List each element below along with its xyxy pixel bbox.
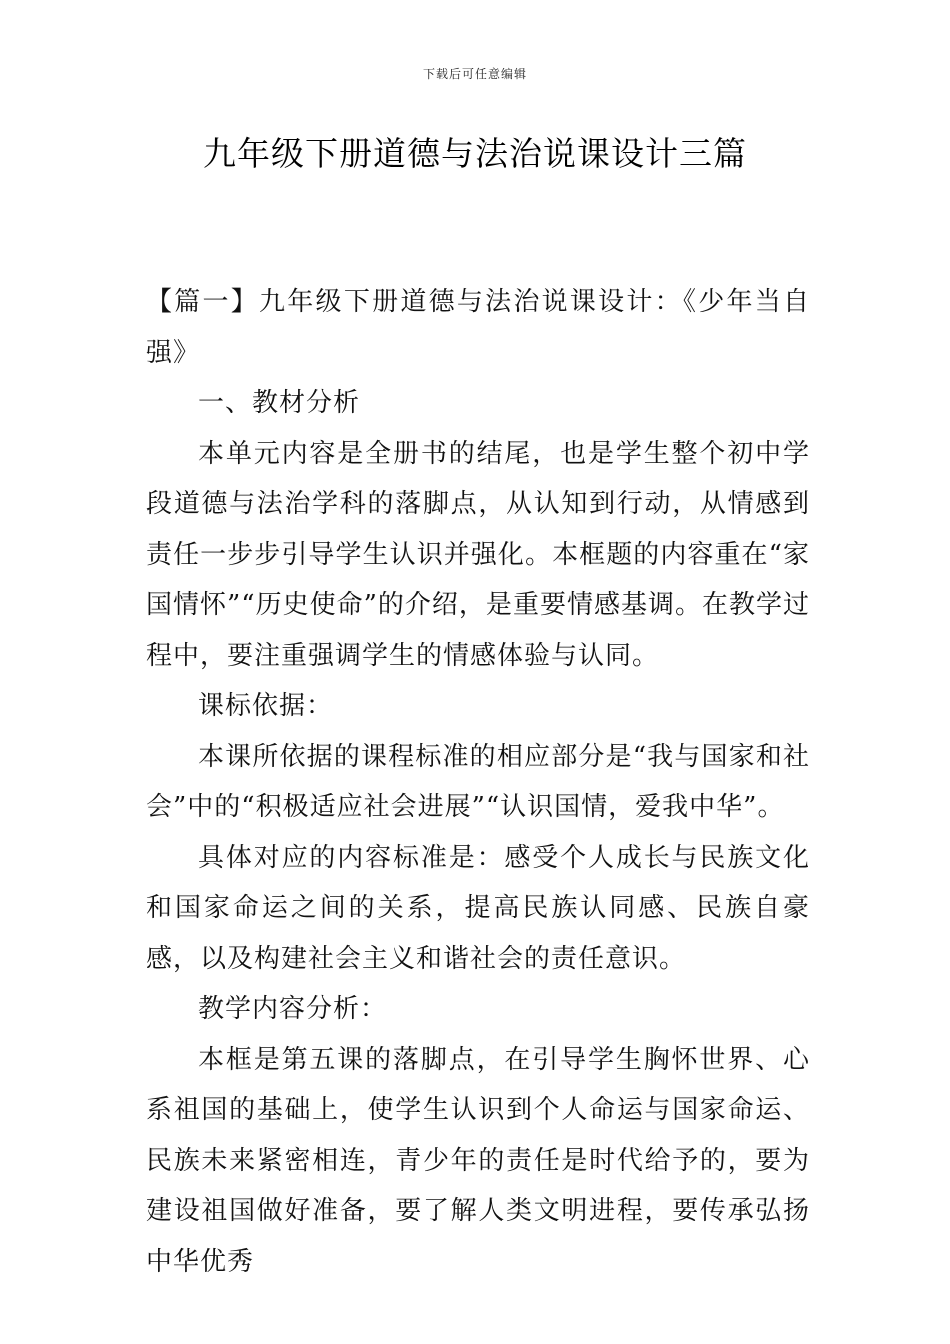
paragraph-content-standard: 具体对应的内容标准是：感受个人成长与民族文化和国家命运之间的关系，提高民族认同感、民族自豪感，以及构建社会主义和谐社会的责任意识。	[146, 842, 810, 974]
document-body	[146, 277, 810, 1287]
header-note: 下载后可任意编辑	[422, 67, 527, 81]
paragraph-teaching-content: 本框是第五课的落脚点，在引导学生胸怀世界、心系祖国的基础上，使学生认识到个人命运与国家命运、民族未来紧密相连，青少年的责任是时代给予的，要为建设祖国做好准备，要了解人类文明进程，要传承弘扬中华优秀	[146, 1044, 810, 1277]
paragraph-unit-content: 本单元内容是全册书的结尾，也是学生整个初中学段道德与法治学科的落脚点，从认知到行动，从情感到责任一步步引导学生认识并强化。本框题的内容重在“家国情怀”“历史使命”的介绍，是重要情感基调。在教学过程中，要注重强调学生的情感体验与认同。	[146, 438, 810, 671]
subheading-teaching-content: 教学内容分析：	[198, 994, 388, 1024]
subheading-curriculum-basis: 课标依据：	[198, 691, 334, 721]
paragraph-curriculum-standard: 本课所依据的课程标准的相应部分是“我与国家和社会”中的“积极适应社会进展”“认识国情，爱我中华”。	[146, 741, 810, 822]
subheading-textbook-analysis: 一、教材分析	[198, 388, 361, 418]
section-heading: 【篇一】九年级下册道德与法治说课设计：《少年当自强》	[146, 287, 810, 368]
document-title: 九年级下册道德与法治说课设计三篇	[203, 134, 747, 173]
